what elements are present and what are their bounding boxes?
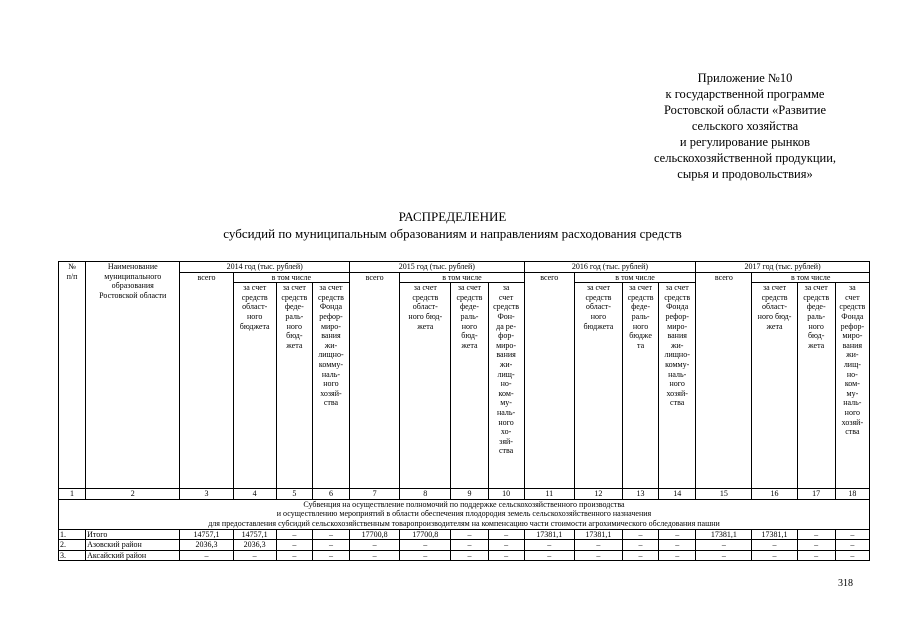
table-row (59, 550, 870, 561)
table-cell: – (350, 550, 400, 561)
table-cell: 2036,3 (180, 540, 233, 551)
table-cell: – (622, 550, 658, 561)
document-title: РАСПРЕДЕЛЕНИЕ (398, 209, 507, 224)
column-number: 5 (276, 489, 312, 500)
table-cell: – (835, 529, 869, 540)
header-housing-fund: за счет средств Фон- да ре- фор- миро- вания жи- лищ- но- ком- му- наль- ного хо- зяй- ства (488, 283, 524, 489)
table-cell: 14757,1 (180, 529, 233, 540)
table-cell: – (524, 550, 574, 561)
table-cell: – (451, 550, 488, 561)
annex-line: к государственной программе (665, 87, 825, 101)
table-cell: – (797, 550, 835, 561)
header-housing-fund: за счет средств Фонда рефор- миро- вания жи- лищ- но- ком- му- наль- ного хозяй- ства (835, 283, 869, 489)
table-cell: – (797, 540, 835, 551)
column-number: 16 (752, 489, 797, 500)
row-number: 3. (59, 550, 86, 561)
table-cell: – (312, 529, 349, 540)
header-incl: в том числе (752, 272, 870, 283)
annex-line: сельского хозяйства (691, 119, 799, 133)
header-row-years (59, 262, 870, 273)
header-total: всего (524, 272, 574, 489)
column-number: 15 (696, 489, 752, 500)
section-title: Субвенция на осуществление полномочий по поддержке сельскохозяйственного производства и осуществлению мероприятий в области обеспечения плодородия земель сельскохозяйственного назначения для предоставления субсидий сельскохозяйственным товаропроизводителям на компенсацию части стоимости агрохимического обследования пашни (59, 499, 870, 529)
table-cell: – (752, 550, 797, 561)
table-cell: – (797, 529, 835, 540)
header-incl: в том числе (233, 272, 349, 283)
row-name: Итого (86, 529, 180, 540)
header-total: всего (350, 272, 400, 489)
table-cell: 2036,3 (233, 540, 276, 551)
header-row-incl (59, 272, 870, 283)
table-cell: – (659, 550, 696, 561)
header-federal-budget: за счет средств феде- раль- ного бюд- жета (276, 283, 312, 489)
header-year-2015: 2015 год (тыс. рублей) (350, 262, 525, 273)
header-total: всего (180, 272, 233, 489)
table-cell: – (312, 540, 349, 551)
page-number: 318 (838, 578, 853, 589)
section-row (59, 499, 870, 529)
header-num: № п/п (59, 262, 86, 489)
table-cell: – (752, 540, 797, 551)
annex-line: Приложение №10 (697, 71, 793, 85)
column-number: 3 (180, 489, 233, 500)
table-cell: 17381,1 (752, 529, 797, 540)
column-number: 17 (797, 489, 835, 500)
header-incl: в том числе (574, 272, 695, 283)
table-cell: – (488, 550, 524, 561)
table-cell: 17381,1 (524, 529, 574, 540)
column-number: 2 (86, 489, 180, 500)
table-cell: – (574, 550, 622, 561)
annex-line: и регулирование рынков (679, 135, 811, 149)
table-cell: – (622, 540, 658, 551)
table-cell: 14757,1 (233, 529, 276, 540)
table-cell: – (451, 529, 488, 540)
header-regional-budget: за счет средств област- ного бюд- жета (400, 283, 451, 489)
table-cell: – (574, 540, 622, 551)
table-cell: – (233, 550, 276, 561)
header-year-2017: 2017 год (тыс. рублей) (696, 262, 870, 273)
table-cell: – (400, 550, 451, 561)
table-cell: – (835, 540, 869, 551)
column-number: 18 (835, 489, 869, 500)
column-numbers-row (59, 489, 870, 500)
table-cell: – (350, 540, 400, 551)
header-regional-budget: за счет средств област- ного бюд- жета (752, 283, 797, 489)
column-number: 14 (659, 489, 696, 500)
header-regional-budget: за счет средств област- ного бюджета (574, 283, 622, 489)
table-cell: – (276, 550, 312, 561)
table-cell: – (488, 529, 524, 540)
column-number: 7 (350, 489, 400, 500)
row-number: 2. (59, 540, 86, 551)
header-federal-budget: за счет средств феде- раль- ного бюд- жета (451, 283, 488, 489)
subsidy-table (58, 261, 870, 561)
row-name: Аксайский район (86, 550, 180, 561)
table-cell: – (659, 540, 696, 551)
annex-block (625, 70, 865, 182)
table-cell: – (276, 540, 312, 551)
header-housing-fund: за счет средств Фонда рефор- миро- вания жи- лищно- комму- наль- ного хозяй- ства (659, 283, 696, 489)
column-number: 9 (451, 489, 488, 500)
column-number: 6 (312, 489, 349, 500)
annex-line: сельскохозяйственной продукции, (653, 151, 837, 165)
table-cell: 17700,8 (400, 529, 451, 540)
column-number: 12 (574, 489, 622, 500)
row-number: 1. (59, 529, 86, 540)
table-cell: – (835, 550, 869, 561)
table-cell: – (276, 529, 312, 540)
table-row (59, 529, 870, 540)
document-subtitle: субсидий по муниципальным образованиям и направлениям расходования средств (223, 226, 682, 241)
table-cell: – (488, 540, 524, 551)
table-cell: – (696, 540, 752, 551)
column-number: 1 (59, 489, 86, 500)
header-total: всего (696, 272, 752, 489)
column-number: 8 (400, 489, 451, 500)
table-cell: 17381,1 (696, 529, 752, 540)
table-cell: 17700,8 (350, 529, 400, 540)
column-number: 10 (488, 489, 524, 500)
table-cell: – (180, 550, 233, 561)
table-cell: – (659, 529, 696, 540)
row-name: Азовский район (86, 540, 180, 551)
header-federal-budget: за счет средств феде- раль- ного бюд- жета (797, 283, 835, 489)
header-regional-budget: за счет средств област- ного бюджета (233, 283, 276, 489)
table-cell: – (622, 529, 658, 540)
table-cell: – (400, 540, 451, 551)
table-cell: – (696, 550, 752, 561)
header-name: Наименование муниципального образования Ростовской области (86, 262, 180, 489)
column-number: 11 (524, 489, 574, 500)
header-incl: в том числе (400, 272, 524, 283)
header-year-2014: 2014 год (тыс. рублей) (180, 262, 350, 273)
table-cell: 17381,1 (574, 529, 622, 540)
annex-line: сырья и продовольствия» (677, 167, 813, 181)
table-cell: – (524, 540, 574, 551)
header-federal-budget: за счет средств феде- раль- ного бюдже та (622, 283, 658, 489)
column-number: 13 (622, 489, 658, 500)
table-row (59, 540, 870, 551)
header-housing-fund: за счет средств Фонда рефор- миро- вания жи- лищно- комму- наль- ного хозяй- ства (312, 283, 349, 489)
annex-line: Ростовской области «Развитие (663, 103, 827, 117)
table-cell: – (312, 550, 349, 561)
column-number: 4 (233, 489, 276, 500)
table-cell: – (451, 540, 488, 551)
header-year-2016: 2016 год (тыс. рублей) (524, 262, 696, 273)
